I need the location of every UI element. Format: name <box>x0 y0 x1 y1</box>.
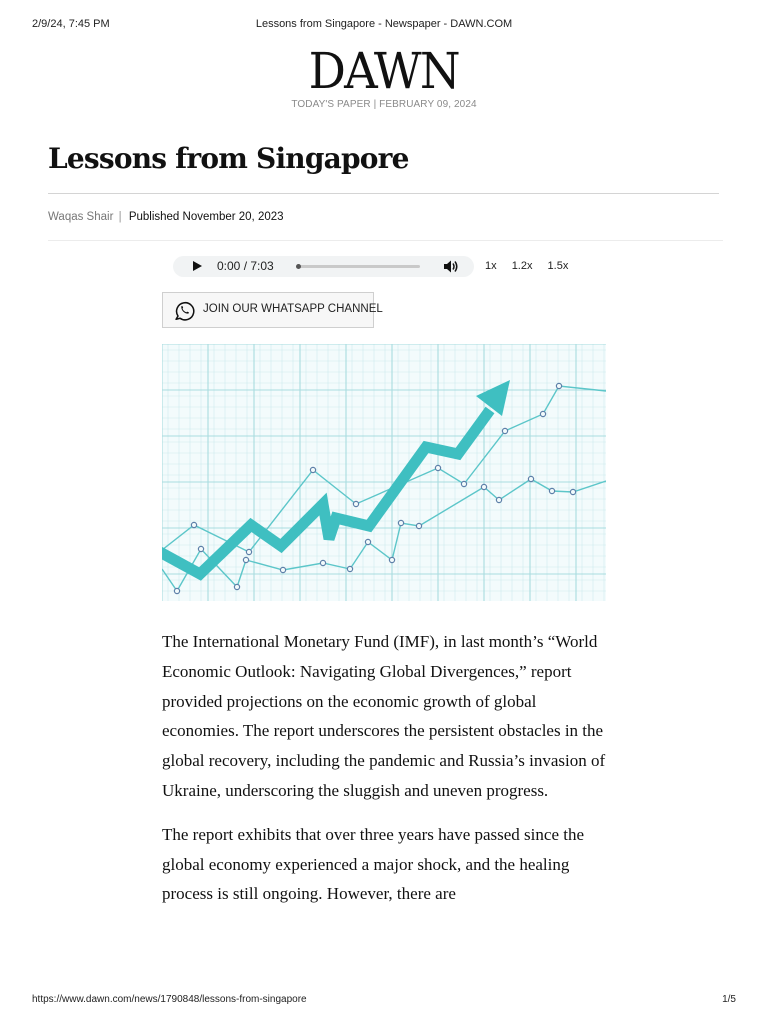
page-number: 1/5 <box>722 994 736 1005</box>
playback-speed-options <box>485 260 580 272</box>
page-url: https://www.dawn.com/news/1790848/lessons-from-singapore <box>32 994 307 1005</box>
masthead <box>0 42 768 110</box>
whatsapp-button-label: JOIN OUR WHATSAPP CHANNEL <box>203 303 383 315</box>
byline-separator: | <box>118 211 122 223</box>
todays-paper-line[interactable]: TODAY'S PAPER | FEBRUARY 09, 2024 <box>291 99 477 110</box>
author-link[interactable]: Waqas Shair <box>48 211 114 223</box>
article-body <box>162 627 610 923</box>
article-headline: Lessons from Singapore <box>48 142 409 175</box>
hero-image-rising-trend-graph <box>162 344 606 601</box>
play-icon[interactable] <box>193 261 202 271</box>
speed-option[interactable]: 1.5x <box>547 260 569 272</box>
audio-time: 0:00 / 7:03 <box>217 259 274 273</box>
join-whatsapp-channel-button[interactable] <box>162 292 383 328</box>
whatsapp-icon <box>174 300 195 321</box>
byline-divider <box>48 240 723 241</box>
published-date: Published November 20, 2023 <box>128 211 284 223</box>
headline-divider <box>48 193 719 194</box>
article-paragraph: The International Monetary Fund (IMF), in last month’s “World Economic Outlook: Navigating Global Divergences,” report provided projections on the economic growth of global economies. The report underscores the persistent obstacles in the global recovery, including the pandemic and Russia’s invasion of Ukraine, underscoring the sluggish and uneven progress. <box>162 632 606 800</box>
dawn-logo[interactable]: DAWN <box>308 42 460 100</box>
speed-option[interactable]: 1x <box>485 260 497 272</box>
speed-option[interactable]: 1.2x <box>511 260 533 272</box>
print-header <box>32 18 736 32</box>
print-datetime: 2/9/24, 7:45 PM <box>32 18 110 30</box>
print-document-title: Lessons from Singapore - Newspaper - DAWN.COM <box>255 18 513 30</box>
article-paragraph: The report exhibits that over three years have passed since the global economy experienced a major shock, and the healing process is still ongoing. However, there are <box>162 824 585 904</box>
print-footer <box>32 994 736 1008</box>
byline <box>48 211 284 223</box>
audio-player <box>173 256 474 277</box>
volume-icon[interactable] <box>443 259 459 274</box>
audio-progress-thumb[interactable] <box>296 264 301 269</box>
audio-progress-bar[interactable] <box>297 265 420 268</box>
